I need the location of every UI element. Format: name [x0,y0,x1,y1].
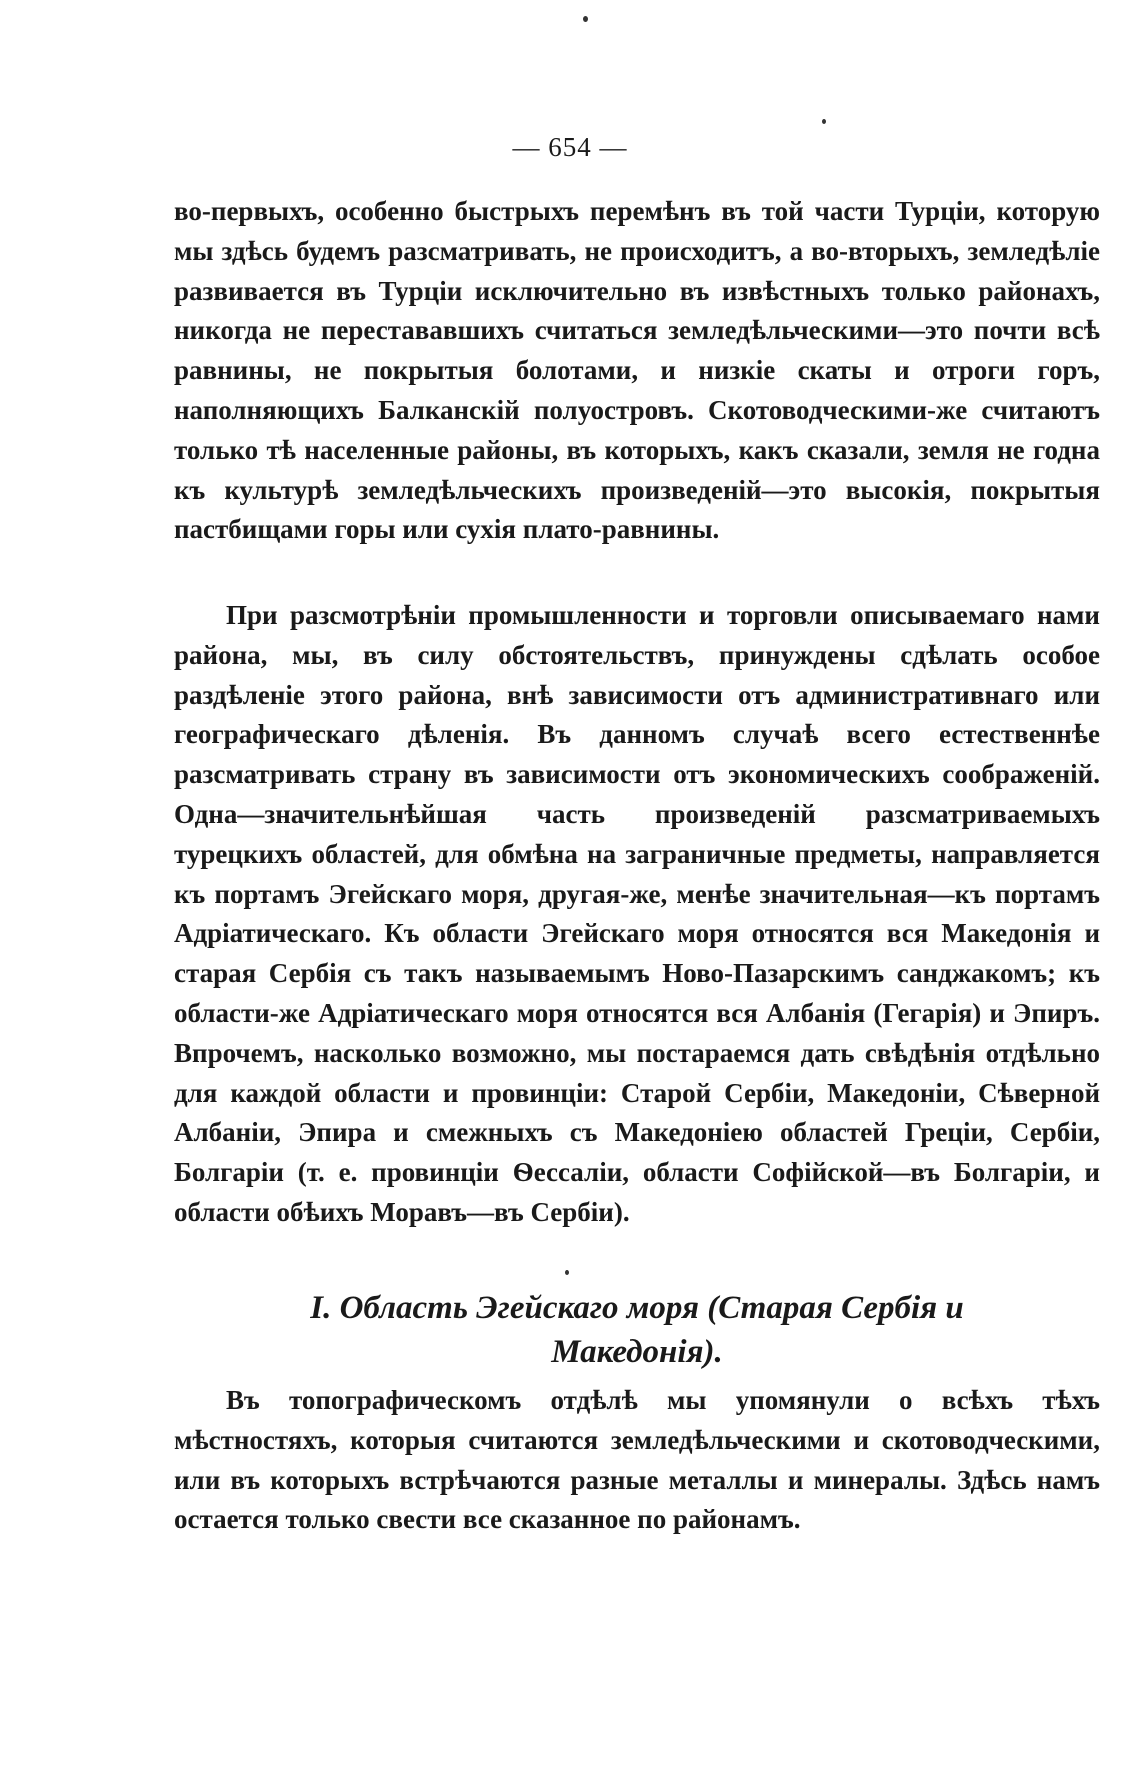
paragraph-continuation: во-первыхъ, особенно быстрыхъ перемѣнъ въ той части Турціи, которую мы здѣсь будемъ разсматривать, не происходитъ, а во-вторыхъ, земледѣліе развивается въ Турціи исключительно въ извѣстныхъ только районахъ, никогда не перестававшихъ считаться земледѣльческими—это почти всѣ равнины, не покрытыя болотами, и низкіе скаты и отроги горъ, наполняющихъ Балканскій полуостровъ. Скотоводческими-же считаютъ только тѣ населенные районы, въ которыхъ, какъ сказали, земля не годна къ культурѣ земледѣльческихъ произведеній—это высокія, покрытыя пастбищами горы или сухія плато-равнины. [174,196,1100,545]
print-speck [565,1270,569,1275]
section-heading [174,1286,1100,1374]
section-heading-line-1: I. Область Эгейскаго моря (Старая Сербія и [310,1290,964,1326]
print-speck [822,119,826,124]
paragraph-topographic: Въ топографическомъ отдѣлѣ мы упомянули о всѣхъ тѣхъ мѣстностяхъ, которыя считаются земледѣльческими и скотоводческими, или въ которыхъ встрѣчаются разные металлы и минералы. Здѣсь намъ остается только свести все сказанное по районамъ. [174,1385,1100,1535]
page-number: — 654 — [512,132,628,162]
print-speck [583,16,588,22]
paragraph-industry-trade: При разсмотрѣніи промышленности и торговли описываемаго нами района, мы, въ силу обстоятельствъ, принуждены сдѣлать особое раздѣленіе этого района, внѣ зависимости отъ административнаго или географическаго дѣленія. Въ данномъ случаѣ всего естественнѣе разсматривать страну въ зависимости отъ экономическихъ соображеній. Одна—значительнѣйшая часть произведеній разсматриваемыхъ турецкихъ областей, для обмѣна на заграничные предметы, направляется къ портамъ Эгейскаго моря, другая-же, менѣе значительная—къ портамъ Адріатическаго. Къ области Эгейскаго моря относятся вся Македонія и старая Сербія съ такъ называемымъ Ново-Пазарскимъ санджакомъ; къ области-же Адріатическаго моря относятся вся Албанія (Гегарія) и Эпиръ. Впрочемъ, насколько возможно, мы постараемся дать свѣдѣнія отдѣльно для каждой области и провинціи: Старой Сербіи, Македоніи, Сѣверной Албаніи, Эпира и смежныхъ съ Македоніею областей Греціи, Сербіи, Болгаріи (т. е. провинціи Ѳессаліи, области Софійской—въ Болгаріи, и области обѣихъ Моравъ—въ Сербіи). [174,600,1100,1227]
section-heading-line-2: Македонія). [551,1334,723,1370]
